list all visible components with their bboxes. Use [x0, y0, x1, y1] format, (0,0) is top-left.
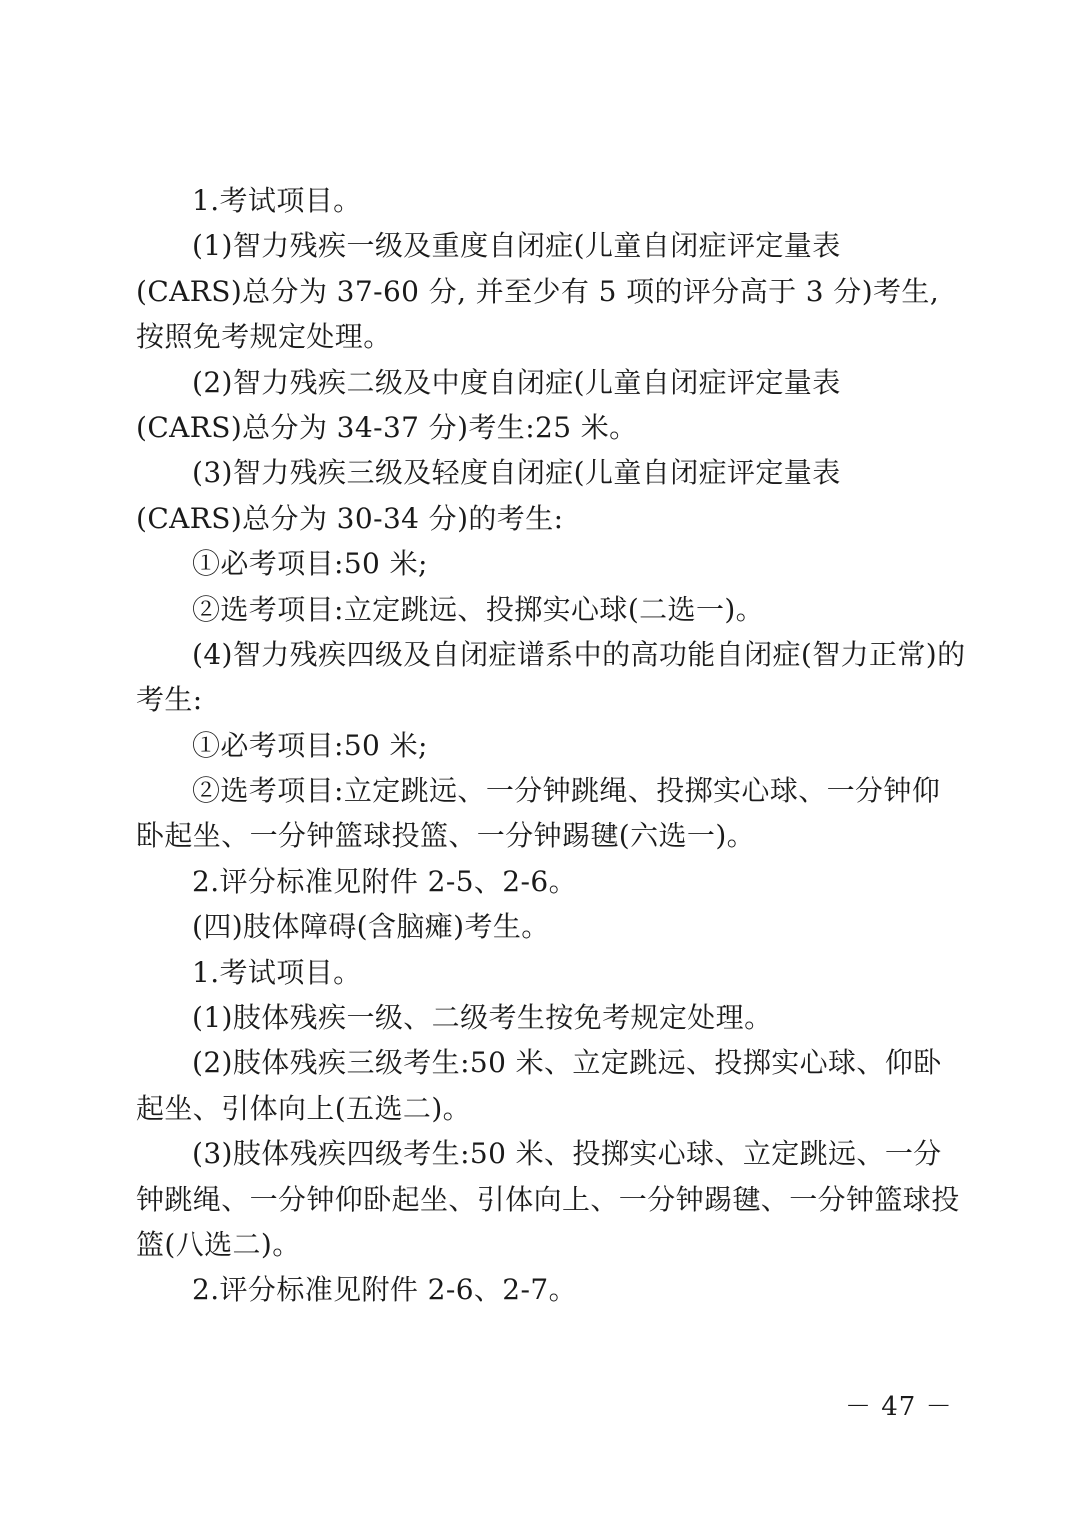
text-line: (2)智力残疾二级及中度自闭症(儿童自闭症评定量表: [192, 365, 841, 399]
text-line: (3)智力残疾三级及轻度自闭症(儿童自闭症评定量表: [192, 456, 841, 490]
text-line: (CARS)总分为 37-60 分, 并至少有 5 项的评分高于 3 分)考生,: [136, 274, 940, 308]
text-line: ①必考项目:50 米;: [192, 547, 428, 581]
page-number: － 47 －: [845, 1392, 953, 1422]
text-line: 1.考试项目。: [192, 184, 362, 217]
text-line: (1)智力残疾一级及重度自闭症(儿童自闭症评定量表: [192, 229, 841, 263]
text-line: 钟跳绳、一分钟仰卧起坐、引体向上、一分钟踢毽、一分钟篮球投: [136, 1182, 960, 1216]
text-line: 2.评分标准见附件 2-5、2-6。: [192, 864, 577, 898]
text-line: ①必考项目:50 米;: [192, 728, 428, 762]
text-line: 1.考试项目。: [192, 955, 362, 989]
text-line: 篮(八选二)。: [136, 1227, 301, 1261]
text-line: 2.评分标准见附件 2-6、2-7。: [192, 1273, 577, 1307]
text-line: (4)智力残疾四级及自闭症谱系中的高功能自闭症(智力正常)的: [192, 637, 966, 671]
text-line: (1)肢体残疾一级、二级考生按免考规定处理。: [192, 1001, 773, 1035]
body-text: [136, 178, 986, 1313]
text-line: (3)肢体残疾四级考生:50 米、投掷实心球、立定跳远、一分: [192, 1137, 942, 1171]
text-line: 按照免考规定处理。: [136, 320, 392, 354]
text-line: 考生:: [136, 683, 203, 717]
text-line: 起坐、引体向上(五选二)。: [136, 1091, 472, 1125]
text-line: 卧起坐、一分钟篮球投篮、一分钟踢毽(六选一)。: [136, 819, 756, 853]
text-line: (2)肢体残疾三级考生:50 米、立定跳远、投掷实心球、仰卧: [192, 1046, 942, 1080]
text-line: (四)肢体障碍(含脑瘫)考生。: [192, 910, 550, 944]
text-line: (CARS)总分为 30-34 分)的考生:: [136, 501, 564, 535]
text-line: ②选考项目:立定跳远、投掷实心球(二选一)。: [192, 592, 765, 626]
text-line: (CARS)总分为 34-37 分)考生:25 米。: [136, 410, 638, 444]
text-line: ②选考项目:立定跳远、一分钟跳绳、投掷实心球、一分钟仰: [192, 774, 941, 808]
